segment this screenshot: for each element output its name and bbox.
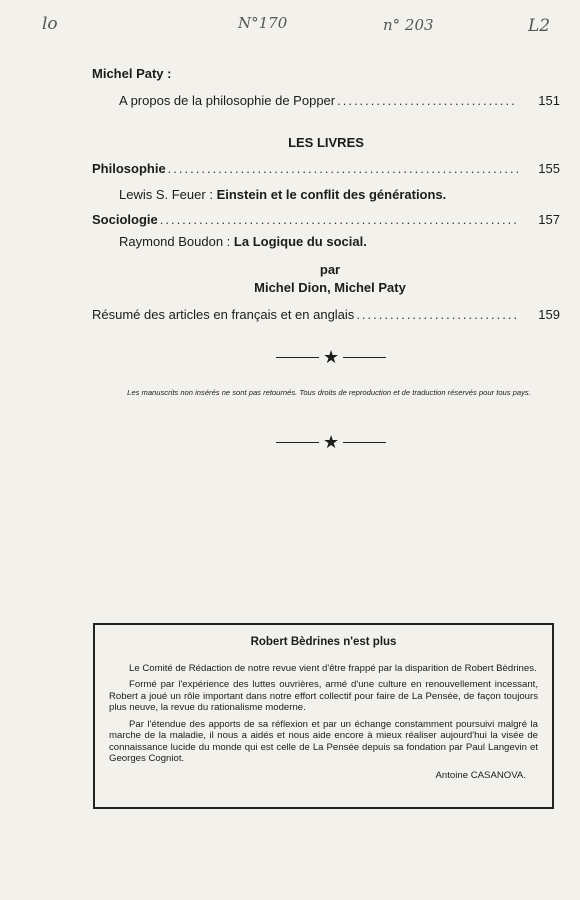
book-reference: [92, 187, 560, 202]
par-label: par: [319, 262, 341, 277]
reviewers: Michel Dion, Michel Paty: [254, 280, 406, 295]
obituary-signature: Antoine CASANOVA.: [435, 769, 526, 781]
divider-line: [343, 357, 386, 358]
handwritten-note-mid: N°170: [238, 14, 288, 32]
toc-line: [92, 93, 560, 108]
leader-dots: [356, 307, 518, 322]
toc-category: Sociologie: [92, 212, 158, 227]
handwritten-note-left: lo: [42, 14, 58, 34]
obituary-paragraph: Par l'étendue des apports de sa réflexion et par un échange constamment poursuivi malgré la marche de la maladie, il nous a aidés et nous aide encore à mieux réaliser aujourd'hui la visée de connaissance lucide du monde qui est celle de La Pensée depuis sa fondation par Paul Langevin et Georges Cogniot.: [109, 718, 538, 764]
page-number: 159: [538, 307, 560, 322]
star-icon: ★: [322, 347, 340, 367]
divider-line: [276, 442, 319, 443]
toc-entry-philosophie: [92, 161, 560, 202]
toc-author: Michel Paty :: [92, 66, 172, 81]
obituary-box: [93, 623, 554, 809]
star-icon: ★: [322, 432, 340, 452]
toc-title: A propos de la philosophie de Popper: [119, 93, 336, 108]
page-number: 157: [538, 212, 560, 227]
toc-line: [92, 307, 560, 322]
toc-line: [92, 161, 560, 176]
star-divider-top: [276, 348, 386, 366]
obituary-title: Robert Bèdrines n'est plus: [250, 636, 397, 648]
divider-line: [276, 357, 319, 358]
toc-line: [92, 212, 560, 227]
book-author: Lewis S. Feuer :: [119, 187, 213, 202]
obituary-paragraph: Formé par l'expérience des luttes ouvrières, armé d'une culture en renouvellement incessant, Robert a joué un rôle important dans notre effort collectif pour faire de La Pensée, de façon toujours plus neuve, la revue du rationalisme moderne.: [109, 679, 538, 713]
book-title: La Logique du social.: [233, 234, 367, 249]
leader-dots: [337, 93, 518, 108]
page-number: 151: [538, 93, 560, 108]
book-author: Raymond Boudon :: [119, 234, 231, 249]
handwritten-note-right: n° 203: [383, 16, 434, 34]
book-reference: [92, 234, 560, 249]
handwritten-note-corner: L2: [528, 16, 551, 36]
toc-category: Philosophie: [92, 161, 166, 176]
star-divider-bottom: [276, 433, 386, 451]
toc-entry-resume: [92, 307, 560, 322]
section-heading-books: LES LIVRES: [288, 135, 364, 150]
rights-notice: Les manuscrits non insérés ne sont pas retournés. Tous droits de reproduction et de traduction réservés pour tous pays.: [127, 388, 531, 397]
page-number: 155: [538, 161, 560, 176]
obituary-paragraph: Le Comité de Rédaction de notre revue vient d'être frappé par la disparition de Robert Bèdrines.: [129, 662, 537, 674]
book-title: Einstein et le conflit des générations.: [216, 187, 447, 202]
toc-title: Résumé des articles en français et en anglais: [92, 307, 355, 322]
toc-entry-paty: [92, 66, 560, 108]
toc-entry-sociologie: [92, 212, 560, 249]
divider-line: [343, 442, 386, 443]
leader-dots: [160, 212, 518, 227]
leader-dots: [168, 161, 518, 176]
